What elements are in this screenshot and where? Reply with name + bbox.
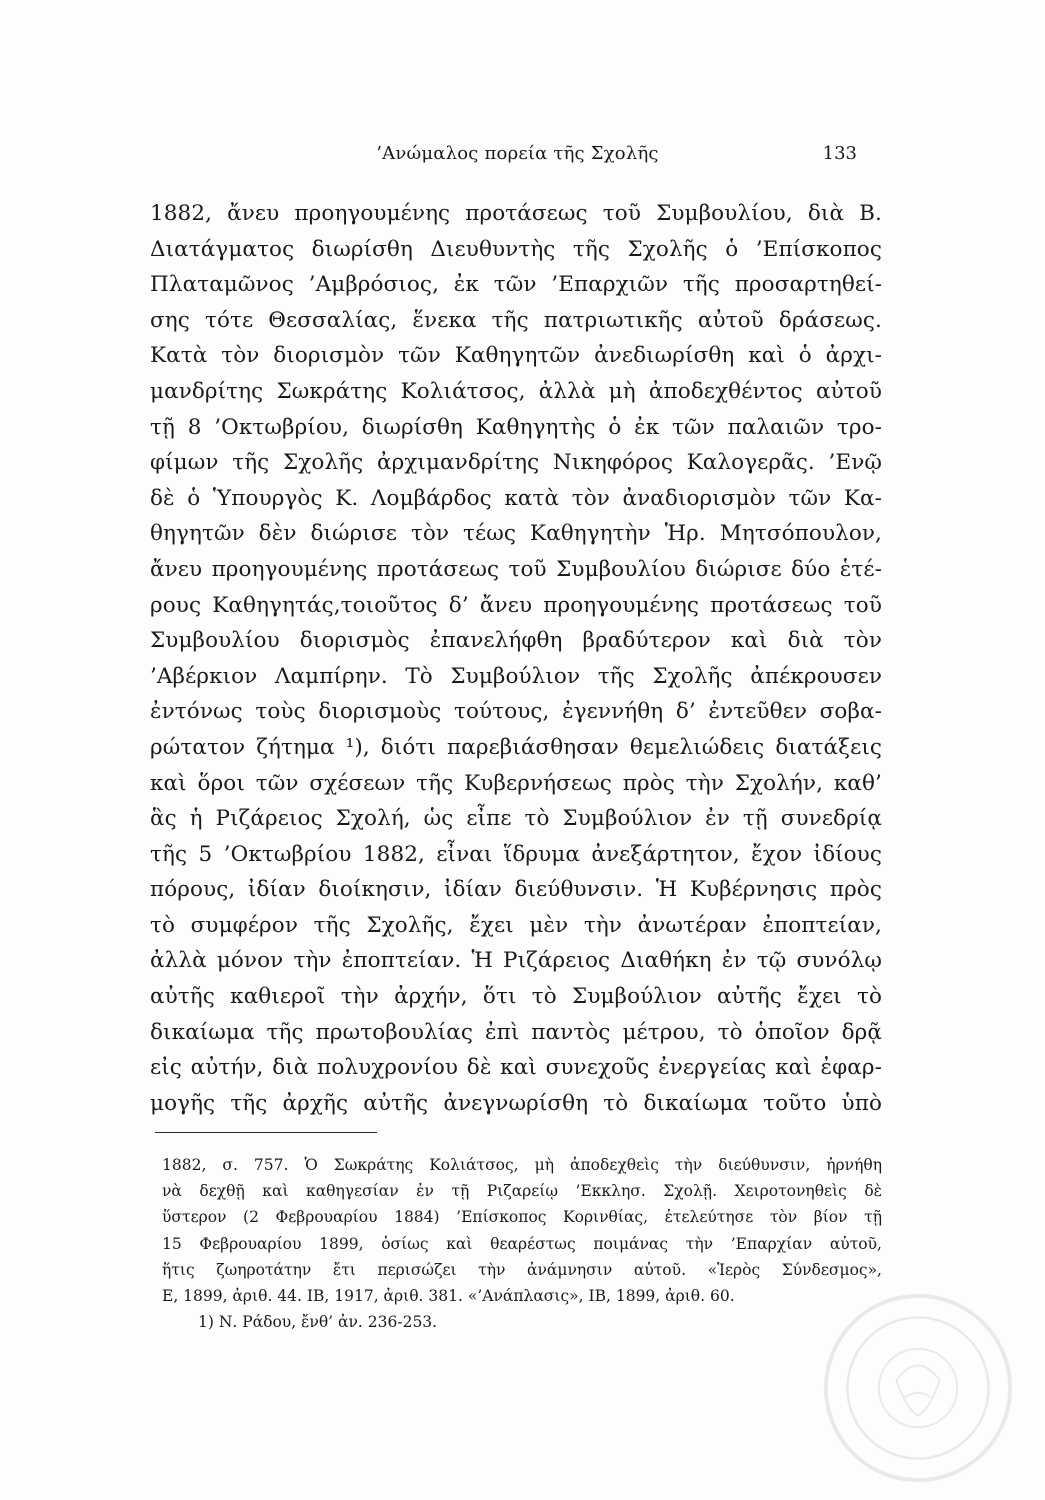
body-line: εἰς αὐτήν, διὰ πολυχρονίου δὲ καὶ συνεχοῦς ἐνεργείας καὶ ἐφαρ- <box>150 1055 882 1081</box>
running-title: ’Ανώμαλος πορεία τῆς Σχολῆς <box>376 143 659 164</box>
body-line: τῇ 8 ’Οκτωβρίου, διωρίσθη Καθηγητὴς ὁ ἐκ τῶν παλαιῶν τρο- <box>150 414 882 440</box>
body-line: Κατὰ τὸν διορισμὸν τῶν Καθηγητῶν ἀνεδιωρίσθη καὶ ὁ ἀρχι- <box>150 343 882 369</box>
body-line: καὶ ὅροι τῶν σχέσεων τῆς Κυβερνήσεως πρὸς τὴν Σχολήν, καθ’ <box>150 770 882 796</box>
body-line: Συμβουλίου διορισμὸς ἐπανελήφθη βραδύτερον καὶ διὰ τὸν <box>150 628 882 654</box>
body-line: θηγητῶν δὲν διώρισε τὸν τέως Καθηγητὴν Ἡρ. Μητσόπουλον, <box>150 521 882 547</box>
body-line: ρώτατον ζήτημα ¹), διότι παρεβιάσθησαν θεμελιώδεις διατάξεις <box>150 734 882 760</box>
body-line: ἄνευ προηγουμένης προτάσεως τοῦ Συμβουλίου διώρισε δύο ἑτέ- <box>150 556 882 582</box>
body-line: αὐτῆς καθιεροῖ τὴν ἀρχήν, ὅτι τὸ Συμβούλιον αὐτῆς ἔχει τὸ <box>150 984 882 1010</box>
body-line: Διατάγματος διωρίσθη Διευθυντὴς τῆς Σχολῆς ὁ ’Επίσκοπος <box>150 236 882 262</box>
footnote-line: 15 Φεβρουαρίου 1899, ὁσίως καὶ θεαρέστως ποιμάνας τὴν ’Επαρχίαν αὐτοῦ, <box>162 1234 882 1253</box>
body-line: ’Αβέρκιον Λαμπίρην. Τὸ Συμβούλιον τῆς Σχολῆς ἀπέκρουσεν <box>150 663 882 689</box>
footnotes <box>162 1152 882 1335</box>
body-line: πόρους, ἰδίαν διοίκησιν, ἰδίαν διεύθυνσιν. Ἡ Κυβέρνησις πρὸς <box>150 877 882 903</box>
footnote-line: Ε, 1899, ἀριθ. 44. ΙΒ, 1917, ἀριθ. 381. «’Ανάπλασις», ΙΒ, 1899, ἀριθ. 60. <box>162 1286 735 1305</box>
body-line: δικαίωμα τῆς πρωτοβουλίας ἐπὶ παντὸς μέτρου, τὸ ὁποῖον δρᾷ <box>150 1019 882 1045</box>
body-line: τὸ συμφέρον τῆς Σχολῆς, ἔχει μὲν τὴν ἀνωτέραν ἐποπτείαν, <box>150 912 882 938</box>
footnote-line: νὰ δεχθῇ καὶ καθηγεσίαν ἐν τῇ Ριζαρείῳ ’Εκκλησ. Σχολῇ. Χειροτονηθεὶς δὲ <box>162 1182 882 1201</box>
body-line: ἐντόνως τοὺς διορισμοὺς τούτους, ἐγεννήθη δ’ ἐντεῦθεν σοβα- <box>150 699 882 725</box>
body-line: δὲ ὁ Ὑπουργὸς Κ. Λομβάρδος κατὰ τὸν ἀναδιορισμὸν τῶν Κα- <box>150 485 882 511</box>
body-text <box>150 196 882 1121</box>
running-header <box>150 143 885 171</box>
body-line: μογῆς τῆς ἀρχῆς αὐτῆς ἀνεγνωρίσθη τὸ δικαίωμα τοῦτο ὑπὸ <box>150 1090 882 1116</box>
library-seal-stamp-icon <box>820 1290 1016 1486</box>
body-line: ἃς ἡ Ριζάρειος Σχολή, ὡς εἶπε τὸ Συμβούλιον ἐν τῇ συνεδρίᾳ <box>150 806 882 832</box>
footnote-reference: 1) Ν. Ράδου, ἔνθ’ ἀν. 236-253. <box>198 1313 438 1332</box>
page-number: 133 <box>822 143 857 164</box>
body-line: ἀλλὰ μόνον τὴν ἐποπτείαν. Ἡ Ριζάρειος Διαθήκη ἐν τῷ συνόλῳ <box>150 948 882 974</box>
footnote-separator <box>155 1132 377 1133</box>
body-line: μανδρίτης Σωκράτης Κολιάτσος, ἀλλὰ μὴ ἀποδεχθέντος αὐτοῦ <box>150 378 882 404</box>
footnote-line: 1882, σ. 757. Ὁ Σωκράτης Κολιάτσος, μὴ ἀποδεχθεὶς τὴν διεύθυνσιν, ἠρνήθη <box>162 1156 882 1174</box>
footnote-line: ὕστερον (2 Φεβρουαρίου 1884) ’Επίσκοπος Κορινθίας, ἐτελεύτησε τὸν βίον τῇ <box>162 1208 882 1227</box>
body-line: τῆς 5 ’Οκτωβρίου 1882, εἶναι ἵδρυμα ἀνεξάρτητον, ἔχον ἰδίους <box>150 841 882 867</box>
body-line: Πλαταμῶνος ’Αμβρόσιος, ἐκ τῶν ’Επαρχιῶν τῆς προσαρτηθεί- <box>150 272 882 298</box>
footnote-line: ἥτις ζωηροτάτην ἔτι περισώζει τὴν ἀνάμνησιν αὐτοῦ. «Ἱερὸς Σύνδεσμος», <box>162 1260 882 1279</box>
body-line: 1882, ἄνευ προηγουμένης προτάσεως τοῦ Συμβουλίου, διὰ Β. <box>150 201 882 226</box>
body-line: σης τότε Θεσσαλίας, ἕνεκα τῆς πατριωτικῆς αὐτοῦ δράσεως. <box>150 307 882 333</box>
body-line: ρους Καθηγητάς,τοιοῦτος δ’ ἄνευ προηγουμένης προτάσεως τοῦ <box>150 592 882 618</box>
body-line: φίμων τῆς Σχολῆς ἀρχιμανδρίτης Νικηφόρος Καλογερᾶς. ’Ενῷ <box>150 450 882 476</box>
